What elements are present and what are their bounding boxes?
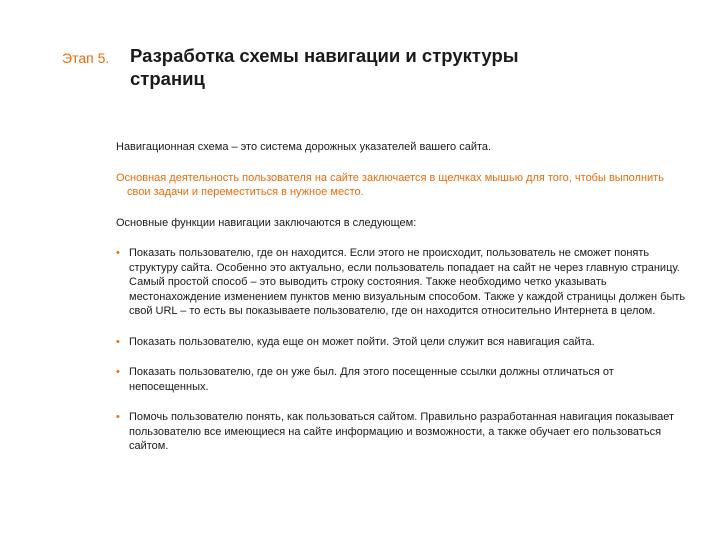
stage-label: Этап 5.: [62, 50, 110, 66]
list-item: [116, 410, 686, 454]
slide-title-line-2: страниц: [130, 68, 205, 89]
list-item-text: Показать пользователю, где он уже был. Для этого посещенные ссылки должны отличаться от непосещенных.: [129, 366, 614, 393]
slide-body: [116, 140, 686, 470]
functions-heading: Основные функции навигации заключаются в следующем:: [116, 216, 417, 229]
slide-header: [62, 44, 622, 90]
slide-title-line-1: Разработка схемы навигации и структуры: [130, 45, 519, 66]
bullet-icon: •: [116, 247, 120, 259]
list-item-text: Показать пользователю, где он находится. Если этого не происходит, пользователь не сможет понять структуру сайта. Особенно это актуально, если пользователь попадает на сайт не через главную страницу. Самый простой способ – это выводить строку состояния. Также необходимо четко указывать местонахождение изменением пунктов меню визуальным способом. Также у каждой страницы должен быть свой URL – то есть вы показываете пользователю, где он находится относительно Интернета в целом.: [129, 247, 686, 317]
list-item-text: Показать пользователю, куда еще он может пойти. Этой цели служит вся навигация сайта.: [129, 335, 595, 348]
list-item: [116, 246, 686, 319]
bullet-icon: •: [116, 335, 120, 348]
list-item: [116, 365, 686, 394]
list-item: [116, 335, 686, 350]
bullet-icon: •: [116, 366, 120, 378]
bullet-icon: •: [116, 411, 120, 423]
intro-paragraph: Навигационная схема – это система дорожных указателей вашего сайта.: [116, 141, 492, 153]
list-item-text: Помочь пользователю понять, как пользоваться сайтом. Правильно разработанная навигация показывает пользователю все имеющиеся на сайте информацию и возможности, а также обучает его пользоваться сайтом.: [129, 411, 675, 452]
highlight-paragraph: Основная деятельность пользователя на сайте заключается в щелчках мышью для того, чтобы выполнить свои задачи и переместиться в нужное место.: [116, 171, 664, 198]
slide-title: [130, 44, 622, 90]
functions-list: [116, 246, 686, 454]
